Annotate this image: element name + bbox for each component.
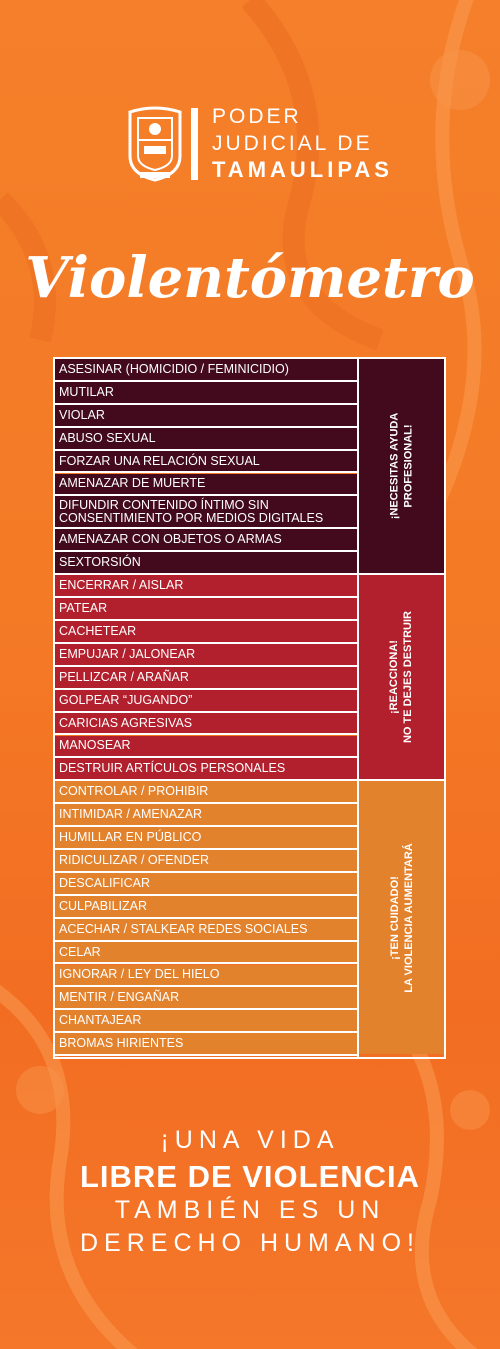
org-name-line-1: PODER [212, 105, 302, 128]
slogan-line-3: TAMBIÉN ES UN [114, 1196, 386, 1224]
band-divider [359, 573, 444, 575]
level-band-critical [359, 359, 444, 573]
page-title: Violentómetro [25, 245, 475, 311]
slogan-line-2: LIBRE DE VIOLENCIA [79, 1159, 421, 1194]
level-warning-message-2: LA VIOLENCIA AUMENTARÁ [402, 842, 415, 993]
level-danger-message-2: NO TE DEJES DESTRUIR [402, 611, 415, 744]
violence-item: ABUSO SEXUAL [55, 428, 357, 451]
violence-item: CACHETEAR [55, 621, 357, 644]
level-critical-message-1: ¡NECESITAS AYUDA [388, 412, 401, 520]
violence-item: IGNORAR / LEY DEL HIELO [55, 965, 357, 988]
violence-item: MUTILAR [55, 382, 357, 405]
violence-item: ENCERRAR / AISLAR [55, 575, 357, 598]
violence-item: CULPABILIZAR [55, 896, 357, 919]
level-band-warning [359, 781, 444, 1054]
violence-item: EMPUJAR / JALONEAR [55, 644, 357, 667]
level-critical-message-2: PROFESIONAL! [402, 424, 415, 508]
violence-item: CONTROLAR / PROHIBIR [55, 781, 357, 804]
violence-item: DESTRUIR ARTÍCULOS PERSONALES [55, 758, 357, 781]
violence-item: MENTIR / ENGAÑAR [55, 987, 357, 1010]
violence-item: ACECHAR / STALKEAR REDES SOCIALES [55, 919, 357, 942]
header-divider-bar [191, 108, 198, 180]
violence-item: AMENAZAR CON OBJETOS O ARMAS [55, 529, 357, 552]
violence-item: MANOSEAR [55, 736, 357, 759]
violentometro-table [53, 357, 446, 1059]
org-name-line-3: TAMAULIPAS [212, 157, 393, 182]
violence-item: PELLIZCAR / ARAÑAR [55, 667, 357, 690]
slogan-line-1: ¡UNA VIDA [160, 1126, 340, 1154]
violence-item: AMENAZAR DE MUERTE [55, 474, 357, 497]
violence-item: INTIMIDAR / AMENAZAR [55, 804, 357, 827]
violence-item: VIOLAR [55, 405, 357, 428]
violence-item: FORZAR UNA RELACIÓN SEXUAL [55, 451, 357, 474]
violence-item: DIFUNDIR CONTENIDO ÍNTIMO SIN CONSENTIMIENTO POR MEDIOS DIGITALES [55, 496, 357, 529]
violence-item: BROMAS HIRIENTES [55, 1033, 357, 1056]
violence-item: HUMILLAR EN PÚBLICO [55, 827, 357, 850]
slogan-line-4: DERECHO HUMANO! [79, 1229, 420, 1257]
violence-item: DESCALIFICAR [55, 873, 357, 896]
violence-item: RIDICULIZAR / OFENDER [55, 850, 357, 873]
org-name-line-2: JUDICIAL DE [212, 132, 373, 155]
band-divider [359, 779, 444, 781]
violence-item: CARICIAS AGRESIVAS [55, 713, 357, 736]
violence-item: SEXTORSIÓN [55, 552, 357, 575]
state-seal-icon [126, 104, 184, 182]
violence-item: GOLPEAR “JUGANDO” [55, 690, 357, 713]
violence-item: CELAR [55, 942, 357, 965]
level-danger-message-1: ¡REACCIONA! [388, 640, 401, 715]
violence-item: PATEAR [55, 598, 357, 621]
violence-item: CHANTAJEAR [55, 1010, 357, 1033]
level-band-danger [359, 575, 444, 779]
violence-item: ASESINAR (HOMICIDIO / FEMINICIDIO) [55, 359, 357, 382]
level-warning-message-1: ¡TEN CUIDADO! [388, 875, 401, 960]
